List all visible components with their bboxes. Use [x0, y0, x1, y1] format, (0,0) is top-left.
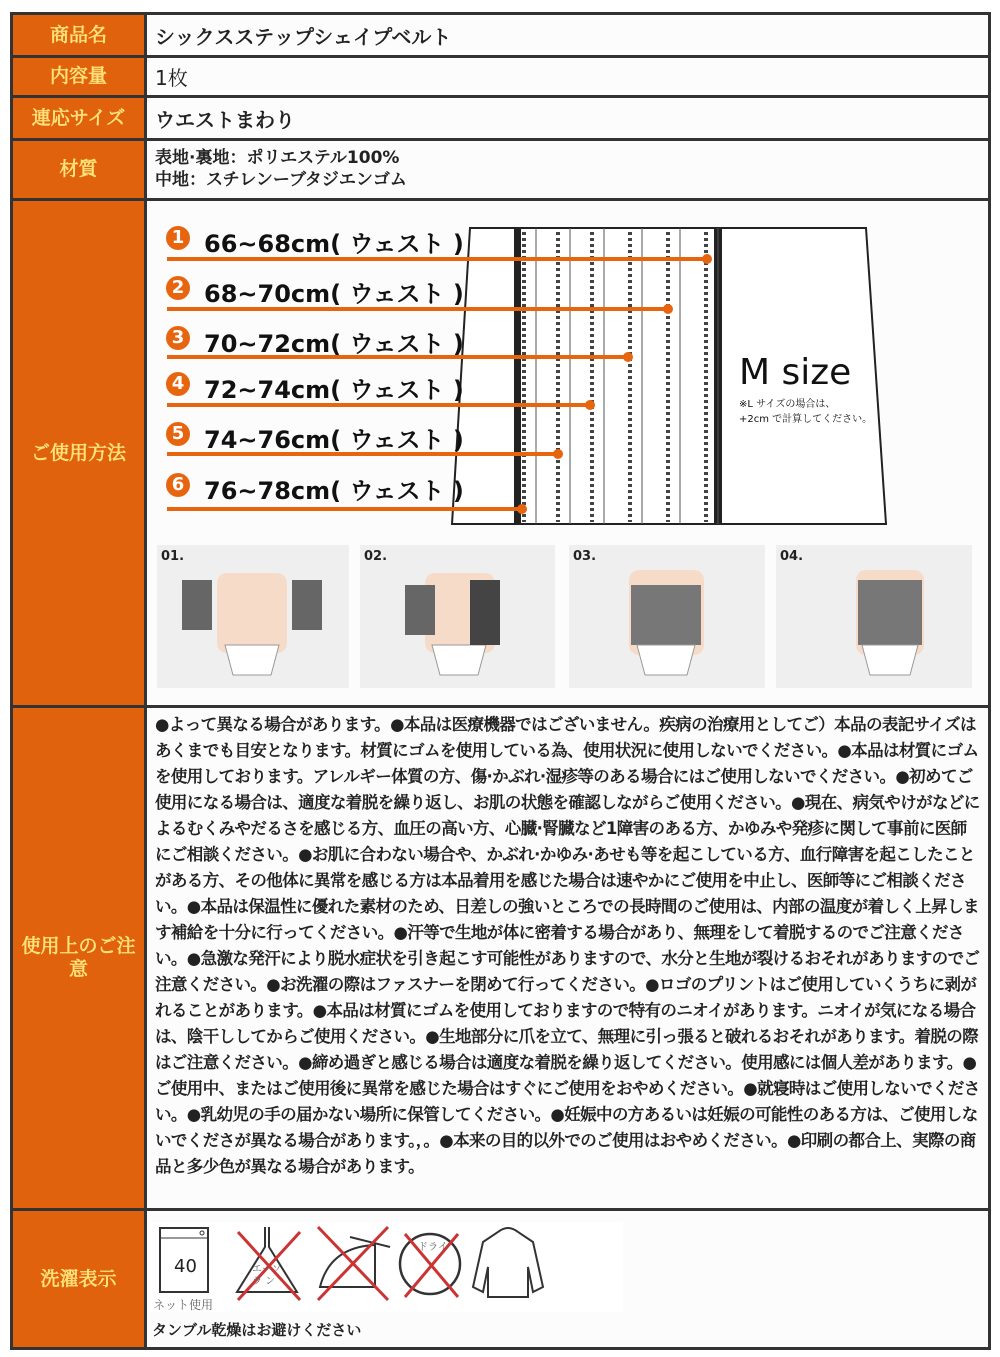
value-product-name: シックスステップシェイプベルト: [147, 15, 988, 55]
size-number-badge: 2: [166, 276, 190, 300]
size-pointer-dot: [585, 400, 595, 410]
size-number-badge: 5: [166, 422, 190, 446]
label-washing: 洗濯表示: [13, 1211, 144, 1347]
size-range-label: 66~68cm( ウェスト ): [204, 230, 464, 258]
dry-flat-icon: [473, 1228, 543, 1297]
step-label: 04.: [780, 549, 804, 564]
step-image-2: [360, 545, 555, 688]
size-range-label: 72~74cm( ウェスト ): [204, 376, 464, 404]
no-iron-icon: [318, 1227, 390, 1300]
size-range-label: 68~70cm( ウェスト ): [204, 280, 464, 308]
label-usage: ご使用方法: [13, 201, 144, 705]
label-quantity: 内容量: [13, 58, 144, 95]
step-image-1: [157, 545, 349, 688]
step-label: 02.: [364, 549, 388, 564]
label-product-name: 商品名: [13, 15, 144, 55]
size-pointer-dot: [553, 449, 563, 459]
size-number-badge: 4: [166, 372, 190, 396]
size-pointer-dot: [702, 254, 712, 264]
size-title: M size: [739, 352, 852, 393]
size-number-badge: 3: [166, 326, 190, 350]
cautions-text: ●よって異なる場合があります。●本品は医療機器ではございません。疾病の治療用としてご）本品の表記サイズはあくまでも目安となります。材質にゴムを使用している為、使用状況に使用しないでください。●本品は材質にゴムを使用しております。アレルギー体質の方、傷·かぶれ·湿疹等のある場合にはご使用しないでください。●初めてご使用になる場合は、適度な着脱を繰り返し、お肌の状態を確認しながらご使用ください。●現在、病気やけがなどによるむくみやだるさを感じる方、血圧の高い方、心臓·腎臓など1障害のある方、かゆみや発疹に関して事前に医師にご相談ください。●お肌に合わない場合や、かぶれ·かゆみ·あせも等を起こしている方、血行障害を起こしたことがある方、その他体に異常を感じる方は本品着用を感じた場合は速やかにご使用を中止し、医師等にご相談ください。●本品は保温性に優れた素材のため、日差しの強いところでの長時間のご使用は、内部の温度が着しく上昇します補給を十分に行ってください。●汗等で生地が体に密着する場合があり、無理をして着脱するのでご注意ください。●急激な発汗により脱水症状を引き起こす可能性がありますので、水分と生地が裂けるおそれがありますのでご注意ください。●お洗濯の際はファスナーを閉めて行ってください。●ロゴのプリントはご使用していくうちに剥がれることがあります。●本品は材質にゴムを使用しておりますので特有のニオイがあります。ニオイが気になる場合は、陰干ししてからご使用ください。●生地部分に爪を立て、無理に引っ張ると破れるおそれがあります。着脱の際はご注意ください。●締め過ぎと感じる場合は適度な着脱を繰り返してください。使用感には個人差があります。●ご使用中、またはご使用後に異常を感じた場合はすぐにご使用をおやめください。●就寝時はご使用しないでください。●乳幼児の手の届かない場所に保管してください。●妊娠中の方あるいは妊娠の可能性のある方は、ご使用しないでくださが異なる場合があります。，。●本来の目的以外でのご使用はおやめください。●印刷の都合上、実際の商品と多少色が異なる場合があります。: [147, 708, 988, 1208]
label-size: 連応サイズ: [13, 98, 144, 138]
row-cautions: [13, 708, 988, 1208]
figure-icon: [569, 545, 765, 688]
value-size: ウエストまわり: [147, 98, 988, 138]
figure-icon: [360, 545, 555, 688]
value-quantity: 1枚: [147, 58, 988, 95]
step-image-3: [569, 545, 765, 688]
label-cautions: 使用上のご注意: [13, 708, 144, 1208]
size-pointer-dot: [623, 352, 633, 362]
size-note: ※L サイズの場合は、: [739, 399, 836, 410]
size-number-badge: 6: [166, 473, 190, 497]
solvent-label: エーソ ラ ン: [252, 1264, 282, 1287]
size-number-badge: 1: [166, 226, 190, 250]
size-pointer-dot: [663, 304, 673, 314]
dry-label: ドライ: [418, 1242, 448, 1253]
tumble-dry-note: タンブル乾燥はお避けください: [152, 1321, 362, 1339]
step-label: 03.: [573, 549, 597, 564]
material-line: 中地：スチレンーブタジエンゴム: [155, 169, 407, 190]
label-material: 材質: [13, 141, 144, 198]
wash-temp: 40: [174, 1256, 197, 1277]
figure-icon: [776, 545, 972, 688]
material-line: 表地·裏地：ポリエステル100%: [155, 148, 400, 169]
belt-bar-left: [514, 228, 521, 524]
size-range-label: 70~72cm( ウェスト ): [204, 330, 464, 358]
figure-icon: [157, 545, 349, 688]
size-pointer-dot: [517, 504, 527, 514]
step-label: 01.: [161, 549, 185, 564]
step-image-4: [776, 545, 972, 688]
net-use-label: ネット使用: [153, 1298, 214, 1312]
size-range-label: 76~78cm( ウェスト ): [204, 477, 464, 505]
size-note: +2cm で計算してください。: [739, 414, 873, 425]
washing-symbols: [150, 1222, 623, 1312]
size-range-label: 74~76cm( ウェスト ): [204, 426, 464, 454]
